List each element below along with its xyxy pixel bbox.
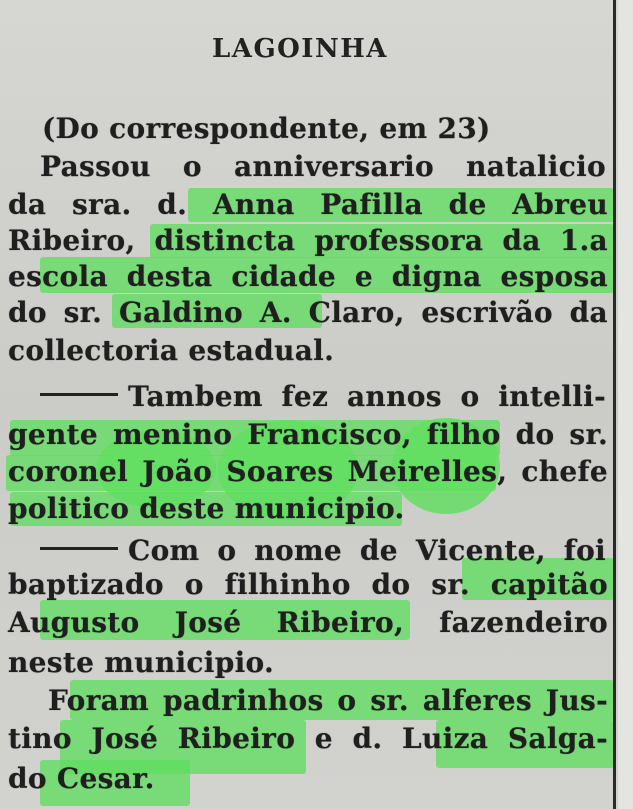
article-line (40, 534, 606, 568)
article-line: collectoria estadual. (8, 334, 335, 367)
article-line-text: Com o nome de Vicente, foi (128, 534, 606, 567)
article-line (40, 380, 606, 414)
article-title: LAGOINHA (212, 34, 388, 64)
article-line: Ribeiro, distincta professora da 1.a (8, 224, 608, 257)
article-line: baptizado o filhinho do sr. capitão (8, 568, 608, 601)
article-line: escola desta cidade e digna esposa (8, 260, 608, 293)
article-line: politico deste municipio. (8, 492, 405, 525)
article-line: da sra. d. Anna Pafilla de Abreu (8, 188, 608, 221)
article-line-text: Tambem fez annos o intelli- (128, 380, 606, 413)
article-line: coronel João Soares Meirelles, chefe (8, 455, 608, 488)
em-dash-rule (40, 547, 118, 550)
article-line: (Do correspondente, em 23) (42, 112, 491, 145)
article-line: neste municipio. (8, 646, 275, 679)
article-line: Augusto José Ribeiro, fazendeiro (8, 606, 608, 639)
column-margin (618, 0, 633, 809)
article-line: tino José Ribeiro e d. Luiza Salga- (8, 722, 608, 755)
article-line: do Cesar. (8, 762, 155, 795)
article-line: Foram padrinhos o sr. alferes Jus- (48, 684, 608, 717)
article-line: do sr. Galdino A. Claro, escrivão da (8, 296, 608, 329)
article-line: gente menino Francisco, filho do sr. (8, 418, 608, 451)
em-dash-rule (40, 393, 118, 396)
article-line: Passou o anniversario natalicio (40, 150, 606, 183)
column-rule (613, 0, 616, 809)
